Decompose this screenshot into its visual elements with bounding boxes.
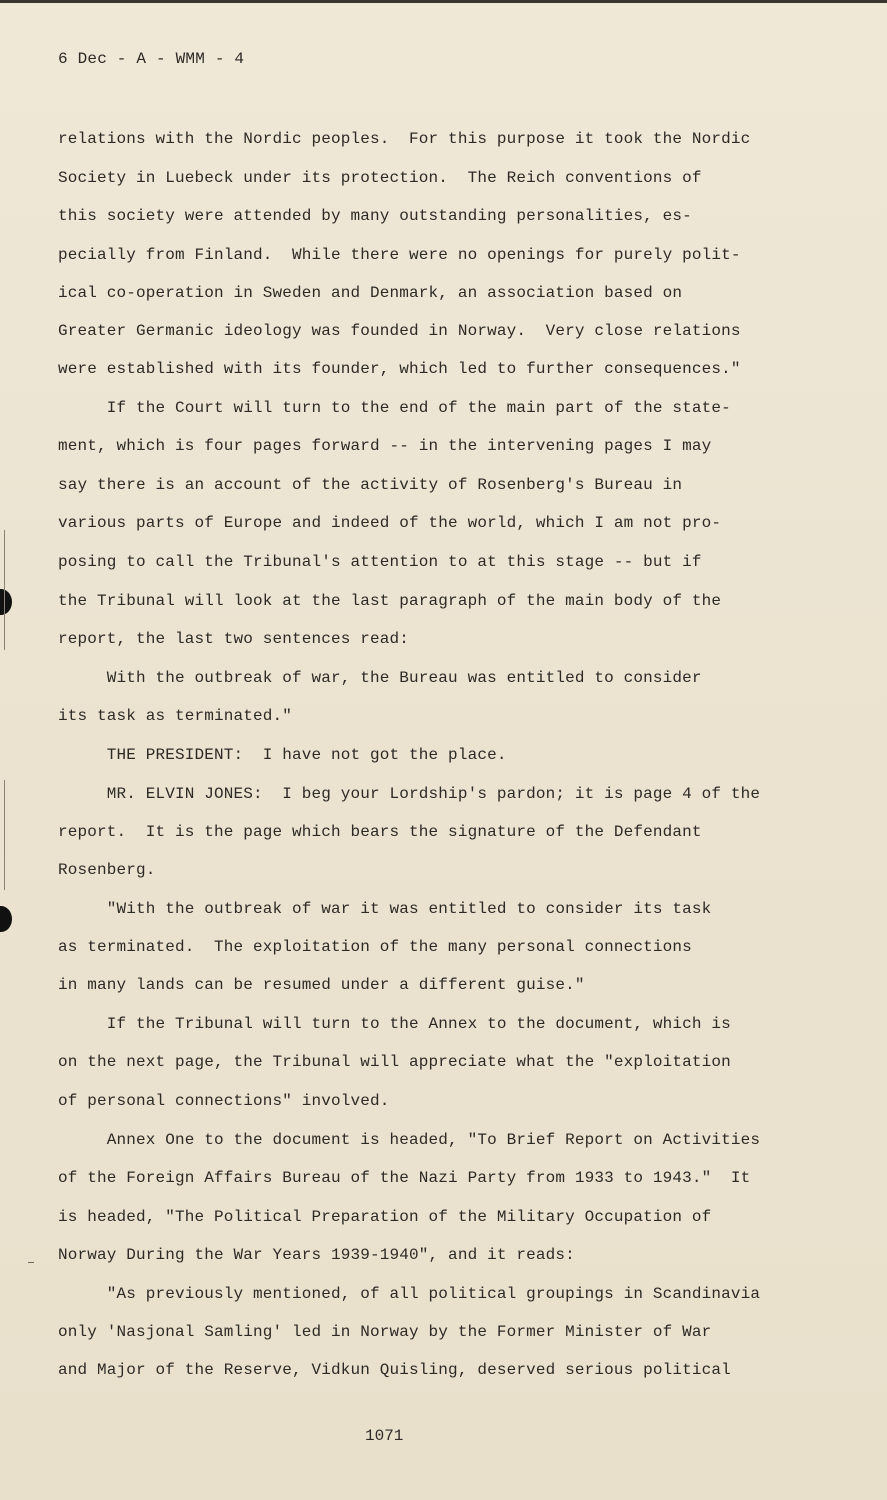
text-line: as terminated. The exploitation of the many personal connections: [58, 938, 692, 956]
text-line: ical co-operation in Sweden and Denmark, an association based on: [58, 284, 683, 302]
text-line: of the Foreign Affairs Bureau of the Nazi Party from 1933 to 1943." It: [58, 1169, 751, 1187]
text-line: Greater Germanic ideology was founded in Norway. Very close relations: [58, 322, 741, 340]
text-line: ment, which is four pages forward -- in the intervening pages I may: [58, 437, 712, 455]
text-line: If the Court will turn to the end of the main part of the state-: [58, 399, 731, 417]
text-line: "With the outbreak of war it was entitled to consider its task: [58, 900, 712, 918]
text-line: With the outbreak of war, the Bureau was entitled to consider: [58, 669, 702, 687]
text-line: and Major of the Reserve, Vidkun Quisling, deserved serious political: [58, 1361, 731, 1379]
text-line: relations with the Nordic peoples. For this purpose it took the Nordic: [58, 130, 751, 148]
text-line: "As previously mentioned, of all political groupings in Scandinavia: [58, 1285, 761, 1303]
text-line: pecially from Finland. While there were no openings for purely polit-: [58, 246, 741, 264]
text-line: posing to call the Tribunal's attention to at this stage -- but if: [58, 553, 702, 571]
top-edge-rule: [0, 0, 887, 3]
punch-hole-upper: [0, 589, 12, 615]
text-line: Annex One to the document is headed, "To Brief Report on Activities: [58, 1131, 761, 1149]
text-line: in many lands can be resumed under a different guise.": [58, 976, 585, 994]
text-line: on the next page, the Tribunal will appreciate what the "exploitation: [58, 1053, 731, 1071]
text-line: If the Tribunal will turn to the Annex to the document, which is: [58, 1015, 731, 1033]
text-line: THE PRESIDENT: I have not got the place.: [58, 746, 507, 764]
text-line: various parts of Europe and indeed of the world, which I am not pro-: [58, 514, 722, 532]
text-line: Society in Luebeck under its protection. The Reich conventions of: [58, 169, 702, 187]
text-line: is headed, "The Political Preparation of the Military Occupation of: [58, 1208, 712, 1226]
text-line: Rosenberg.: [58, 861, 156, 879]
text-line: report. It is the page which bears the signature of the Defendant: [58, 823, 702, 841]
page-header: 6 Dec - A - WMM - 4: [58, 50, 245, 68]
punch-hole-lower: [0, 906, 12, 932]
text-line: MR. ELVIN JONES: I beg your Lordship's pardon; it is page 4 of the: [58, 785, 761, 803]
text-line: say there is an account of the activity of Rosenberg's Bureau in: [58, 476, 683, 494]
text-line: only 'Nasjonal Samling' led in Norway by the Former Minister of War: [58, 1323, 712, 1341]
text-line: of personal connections" involved.: [58, 1092, 390, 1110]
text-line: Norway During the War Years 1939-1940", and it reads:: [58, 1246, 575, 1264]
text-line: were established with its founder, which led to further consequences.": [58, 360, 741, 378]
margin-dash-mark: [28, 1262, 34, 1263]
left-edge-mark: [4, 530, 5, 650]
text-line: the Tribunal will look at the last paragraph of the main body of the: [58, 592, 722, 610]
text-line: this society were attended by many outstanding personalities, es-: [58, 207, 692, 225]
page-number: 1071: [365, 1427, 404, 1445]
text-line: report, the last two sentences read:: [58, 630, 410, 648]
text-line: its task as terminated.": [58, 707, 293, 725]
left-edge-mark-lower: [4, 780, 5, 890]
